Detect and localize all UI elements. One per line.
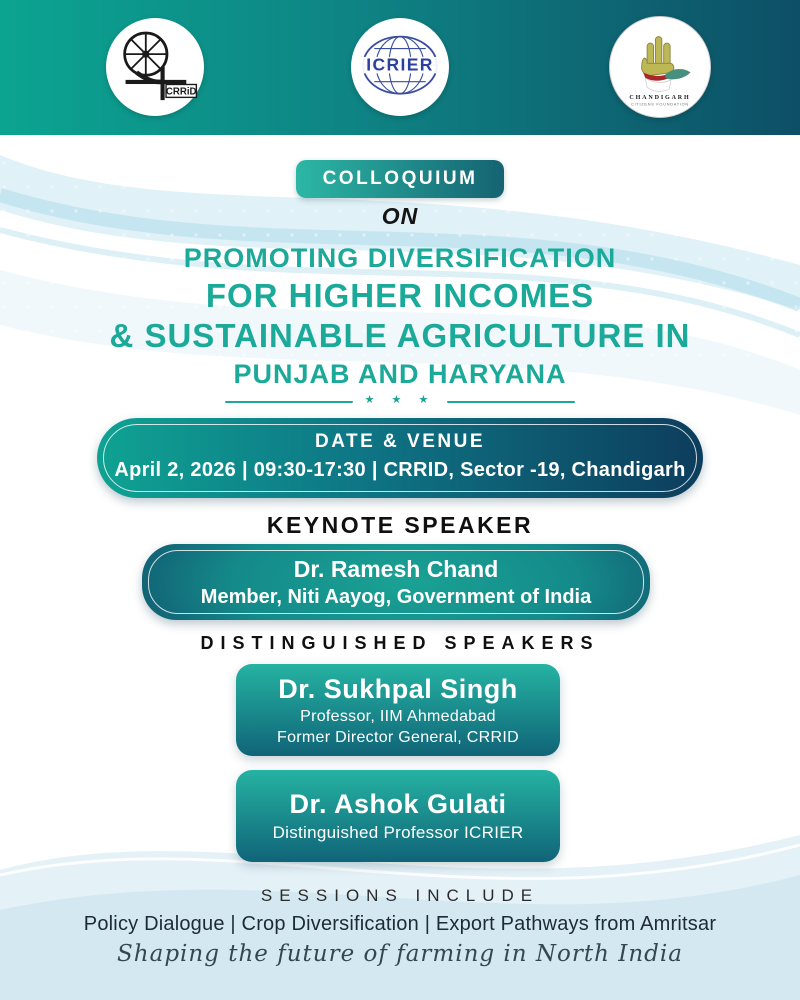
speaker-role: Former Director General, CRRID xyxy=(277,728,519,746)
speaker-name: Dr. Ashok Gulati xyxy=(289,789,507,819)
on-label: ON xyxy=(381,203,419,229)
date-venue-card xyxy=(97,418,703,498)
crrid-label: CRRiD xyxy=(165,86,197,98)
keynote-speaker-affiliation: Member, Niti Aayog, Government of India xyxy=(200,586,592,608)
ccf-label-top: CHANDIGARH xyxy=(629,95,691,102)
colloquium-badge: COLLOQUIUM xyxy=(296,160,505,198)
speaker-role: Professor, IIM Ahmedabad xyxy=(300,707,496,725)
keynote-speaker-card xyxy=(142,544,650,620)
divider-rule-right xyxy=(447,401,575,403)
speaker-card-sukhpal-singh xyxy=(236,664,560,756)
event-title-line-2: FOR HIGHER INCOMES xyxy=(205,277,595,314)
distinguished-speakers-heading: DISTINGUISHED SPEAKERS xyxy=(200,633,600,653)
event-title-line-3: & SUSTAINABLE AGRICULTURE IN xyxy=(109,317,691,354)
keynote-speaker-heading: KEYNOTE SPEAKER xyxy=(266,512,534,538)
speaker-name: Dr. Sukhpal Singh xyxy=(278,673,518,704)
speaker-card-ashok-gulati xyxy=(236,770,560,862)
date-venue-details: April 2, 2026 | 09:30-17:30 | CRRID, Sector -19, Chandigarh xyxy=(114,459,686,481)
icrier-label: ICRIER xyxy=(366,54,434,75)
date-venue-heading: DATE & VENUE xyxy=(314,431,486,452)
event-title-line-1: PROMOTING DIVERSIFICATION xyxy=(183,243,617,273)
title-divider xyxy=(0,396,800,407)
divider-rule-left xyxy=(225,401,353,403)
sessions-list: Policy Dialogue | Crop Diversification | Export Pathways from Amritsar xyxy=(83,913,717,935)
sessions-heading: SESSIONS INCLUDE xyxy=(260,886,540,905)
star-ornament: ★ ★ ★ xyxy=(364,394,436,406)
event-tagline: Shaping the future of farming in North India xyxy=(117,941,683,967)
keynote-speaker-name: Dr. Ramesh Chand xyxy=(293,556,499,582)
ccf-label-bottom: CITIZENS FOUNDATION xyxy=(631,102,689,107)
event-title-line-4: PUNJAB AND HARYANA xyxy=(233,359,567,389)
speaker-role: Distinguished Professor ICRIER xyxy=(272,823,524,842)
